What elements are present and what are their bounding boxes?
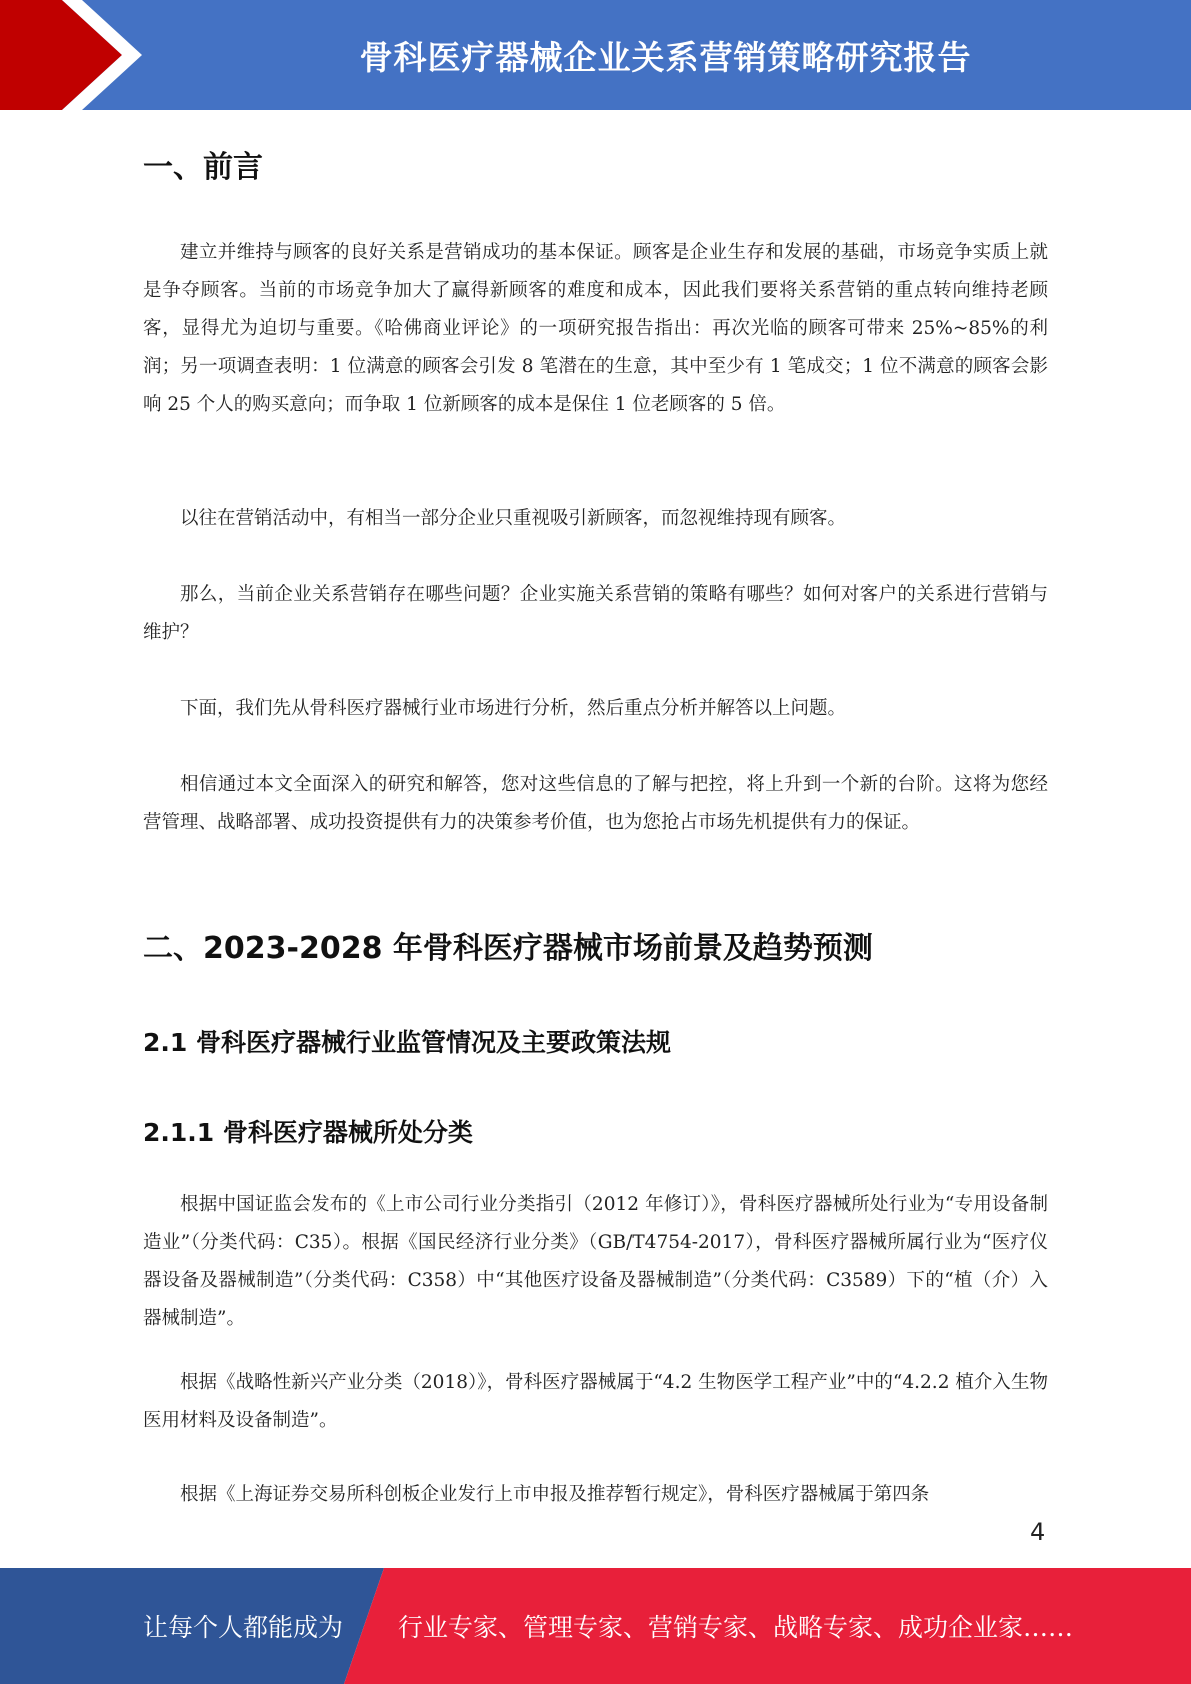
section-2-heading: 二、2023-2028 年骨科医疗器械市场前景及趋势预测 [143, 931, 873, 966]
subsection-2-1-heading: 2.1 骨科医疗器械行业监管情况及主要政策法规 [143, 1028, 671, 1057]
page-header [0, 0, 1191, 110]
page-footer [0, 1568, 1191, 1684]
subsection-2-1-1-heading: 2.1.1 骨科医疗器械所处分类 [143, 1118, 473, 1147]
page-number: 4 [1030, 1518, 1046, 1546]
paragraph: 以往在营销活动中，有相当一部分企业只重视吸引新顾客，而忽视维持现有顾客。 [180, 508, 847, 529]
paragraph: 建立并维持与顾客的良好关系是营销成功的基本保证。顾客是企业生存和发展的基础，市场竞争实质上就是争夺顾客。当前的市场竞争加大了赢得新顾客的难度和成本，因此我们要将关系营销的重点转向维持老顾客，显得尤为迫切与重要。《哈佛商业评论》的一项研究报告指出：再次光临的顾客可带来 25%~85%的利润；另一项调查表明：1 位满意的顾客会引发 8 笔潜在的生意，其中至少有 1 笔成交；1 位不满意的顾客会影响 25 个人的购买意向；而争取 1 位新顾客的成本是保住 1 位老顾客的 5 倍。 [143, 242, 1048, 415]
section-1-heading: 一、前言 [143, 150, 263, 185]
report-title: 骨科医疗器械企业关系营销策略研究报告 [359, 37, 972, 77]
footer-slogan-left: 让每个人都能成为 [143, 1613, 344, 1642]
paragraph: 根据《上海证券交易所科创板企业发行上市申报及推荐暂行规定》，骨科医疗器械属于第四条 [180, 1484, 930, 1505]
paragraph: 根据《战略性新兴产业分类（2018）》，骨科医疗器械属于“4.2 生物医学工程产业”中的“4.2.2 植介入生物医用材料及设备制造”。 [143, 1372, 1048, 1431]
paragraph: 下面，我们先从骨科医疗器械行业市场进行分析，然后重点分析并解答以上问题。 [180, 698, 847, 719]
paragraph: 相信通过本文全面深入的研究和解答，您对这些信息的了解与把控，将上升到一个新的台阶。这将为您经营管理、战略部署、成功投资提供有力的决策参考价值，也为您抢占市场先机提供有力的保证。 [143, 774, 1048, 833]
footer-slogan-right: 行业专家、管理专家、营销专家、战略专家、成功企业家…… [398, 1613, 1074, 1642]
paragraph: 那么，当前企业关系营销存在哪些问题？企业实施关系营销的策略有哪些？如何对客户的关系进行营销与维护？ [143, 584, 1048, 643]
paragraph: 根据中国证监会发布的《上市公司行业分类指引（2012 年修订）》，骨科医疗器械所处行业为“专用设备制造业”（分类代码：C35）。根据《国民经济行业分类》（GB/T4754-2017），骨科医疗器械所属行业为“医疗仪器设备及器械制造”（分类代码：C358）中“其他医疗设备及器械制造”（分类代码：C3589）下的“植（介）入器械制造”。 [143, 1194, 1048, 1329]
